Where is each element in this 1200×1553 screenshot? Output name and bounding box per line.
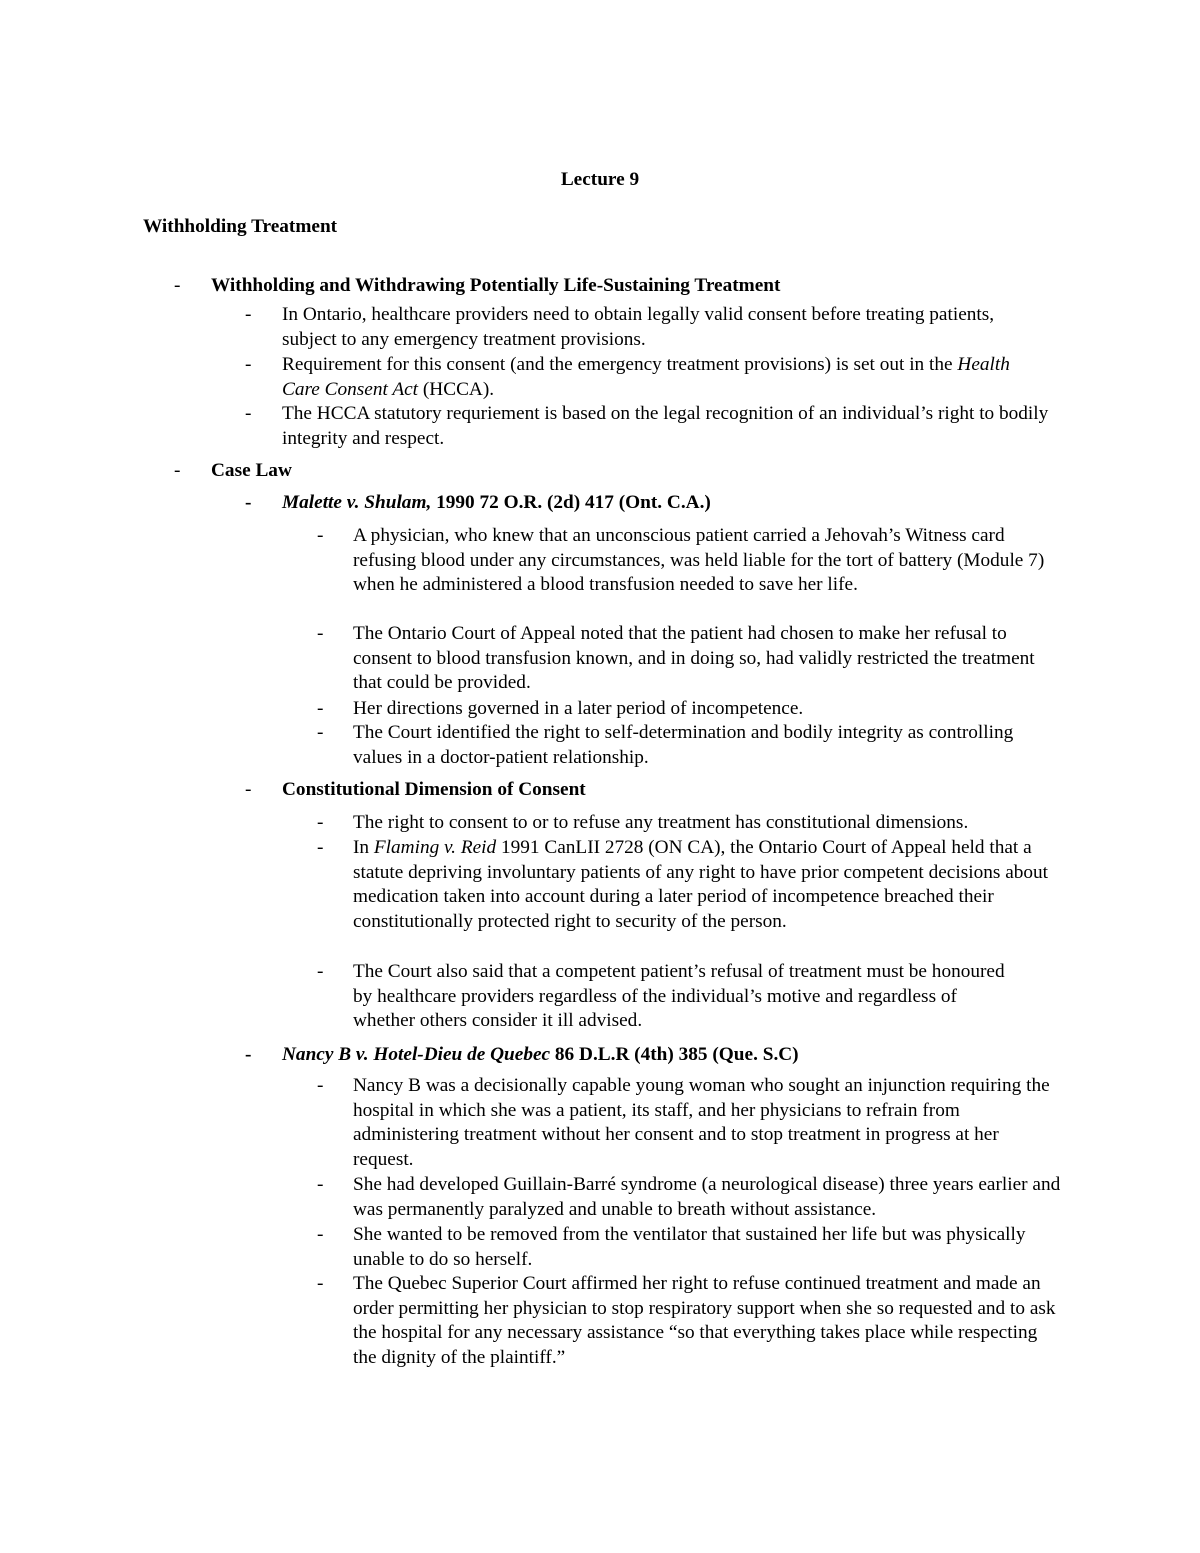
- lecture-title: Lecture 9: [560, 169, 640, 190]
- bullet-dash: -: [245, 492, 252, 513]
- list-item-text: Her directions governed in a later period of incompetence.: [353, 698, 804, 719]
- bullet-dash: -: [245, 403, 252, 424]
- case-name: Malette v. Shulam,: [282, 492, 432, 513]
- bullet-dash: -: [317, 1174, 324, 1195]
- bullet-dash: -: [245, 354, 252, 375]
- bullet-dash: -: [317, 837, 324, 858]
- bullet-dash: -: [317, 1273, 324, 1294]
- list-item-text: A physician, who knew that an unconscious patient carried a Jehovah’s Witness card refusing blood under any circumstances, was held liable for the tort of battery (Module 7) when he administered a blood transfusion needed to save her life.: [353, 525, 1045, 596]
- bullet-dash: -: [174, 460, 181, 481]
- bullet-dash: -: [245, 1044, 252, 1065]
- subsection-heading: Constitutional Dimension of Consent: [282, 779, 586, 800]
- subsection-heading: Case Law: [211, 460, 292, 481]
- bullet-dash: -: [317, 1075, 324, 1096]
- bullet-dash: -: [245, 304, 252, 325]
- list-item-text: She had developed Guillain-Barré syndrome (a neurological disease) three years earlier and was permanently paralyzed and unable to breath without assistance.: [353, 1174, 1061, 1220]
- case-name: Flaming v. Reid: [373, 837, 497, 858]
- bullet-dash: -: [317, 722, 324, 743]
- list-item-text: She wanted to be removed from the ventilator that sustained her life but was physically unable to do so herself.: [353, 1224, 1026, 1270]
- list-item-text: Nancy B was a decisionally capable young woman who sought an injunction requiring the hospital in which she was a patient, its staff, and her physicians to refrain from administering treatment without her consent and to stop treatment in progress at her request.: [353, 1075, 1050, 1171]
- bullet-dash: -: [174, 275, 181, 296]
- bullet-dash: -: [245, 779, 252, 800]
- case-citation: 86 D.L.R (4th) 385 (Que. S.C): [550, 1044, 799, 1065]
- case-name: Nancy B v. Hotel-Dieu de Quebec: [282, 1044, 551, 1065]
- bullet-dash: -: [317, 812, 324, 833]
- bullet-dash: -: [317, 525, 324, 546]
- list-item-text: In Flaming v. Reid 1991 CanLII 2728 (ON CA), the Ontario Court of Appeal held that a statute depriving involuntary patients of any right to have prior competent decisions about medication taken into account during a later period of incompetence breached their constitutionally protected right to security of the person.: [353, 837, 1049, 933]
- list-item-text: The Quebec Superior Court affirmed her right to refuse continued treatment and made an order permitting her physician to stop respiratory support when she so requested and to ask the hospital for any necessary assistance “so that everything takes place while respecting the dignity of the plaintiff.”: [353, 1273, 1056, 1369]
- section-heading: Withholding Treatment: [143, 216, 338, 237]
- list-item-text: The Court also said that a competent patient’s refusal of treatment must be honoured by healthcare providers regardless of the individual’s motive and regardless of whether others consider it ill advised.: [353, 961, 1005, 1032]
- bullet-dash: -: [317, 698, 324, 719]
- list-item-text: Requirement for this consent (and the emergency treatment provisions) is set out in the Health Care Consent Act (HCCA).: [282, 354, 1010, 400]
- statute-name: Health Care Consent Act: [282, 354, 1010, 400]
- list-item-text: The Court identified the right to self-determination and bodily integrity as controlling values in a doctor-patient relationship.: [353, 722, 1014, 768]
- bullet-dash: -: [317, 623, 324, 644]
- list-item-text: The HCCA statutory requriement is based on the legal recognition of an individual’s right to bodily integrity and respect.: [282, 403, 1049, 449]
- list-item-text: In Ontario, healthcare providers need to obtain legally valid consent before treating patients, subject to any emergency treatment provisions.: [282, 304, 995, 350]
- case-citation: 1990 72 O.R. (2d) 417 (Ont. C.A.): [431, 492, 711, 513]
- bullet-dash: -: [317, 1224, 324, 1245]
- list-item-text: The Ontario Court of Appeal noted that the patient had chosen to make her refusal to consent to blood transfusion known, and in doing so, had validly restricted the treatment that could be provided.: [353, 623, 1035, 694]
- bullet-dash: -: [317, 961, 324, 982]
- subsection-heading: Withholding and Withdrawing Potentially Life-Sustaining Treatment: [211, 275, 781, 296]
- list-item-text: The right to consent to or to refuse any treatment has constitutional dimensions.: [353, 812, 969, 833]
